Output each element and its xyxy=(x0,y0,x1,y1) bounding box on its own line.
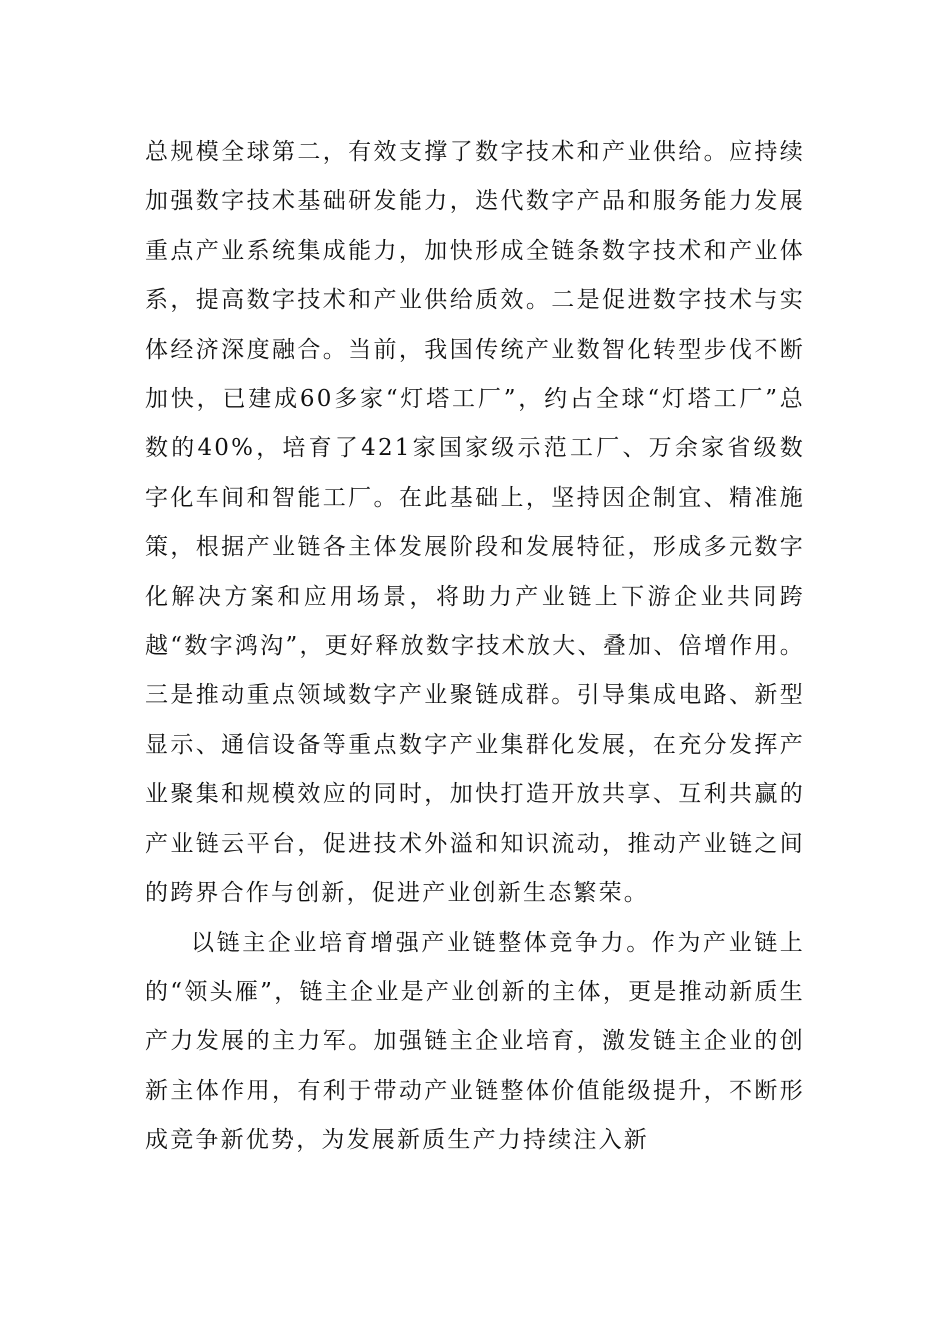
paragraph-2: 以链主企业培育增强产业链整体竞争力。作为产业链上的“领头雁”，链主企业是产业创新的主体，更是推动新质生产力发展的主力军。加强链主企业培育，激发链主企业的创新主体作用，有利于带动产业链整体价值能级提升，不断形成竞争新优势，为发展新质生产力持续注入新 xyxy=(145,929,805,1154)
document-page xyxy=(145,128,805,1166)
paragraph-1: 总规模全球第二，有效支撑了数字技术和产业供给。应持续加强数字技术基础研发能力，迭代数字产品和服务能力发展重点产业系统集成能力，加快形成全链条数字技术和产业体系，提高数字技术和产业供给质效。二是促进数字技术与实体经济深度融合。当前，我国传统产业数智化转型步伐不断加快，已建成60多家“灯塔工厂”，约占全球“灯塔工厂”总数的40%，培育了421家国家级示范工厂、万余家省级数字化车间和智能工厂。在此基础上，坚持因企制宜、精准施策，根据产业链各主体发展阶段和发展特征，形成多元数字化解决方案和应用场景，将助力产业链上下游企业共同跨越“数字鸿沟”，更好释放数字技术放大、叠加、倍增作用。三是推动重点领域数字产业聚链成群。引导集成电路、新型显示、通信设备等重点数字产业集群化发展，在充分发挥产业聚集和规模效应的同时，加快打造开放共享、互利共赢的产业链云平台，促进技术外溢和知识流动，推动产业链之间的跨界合作与创新，促进产业创新生态繁荣。 xyxy=(145,139,805,907)
